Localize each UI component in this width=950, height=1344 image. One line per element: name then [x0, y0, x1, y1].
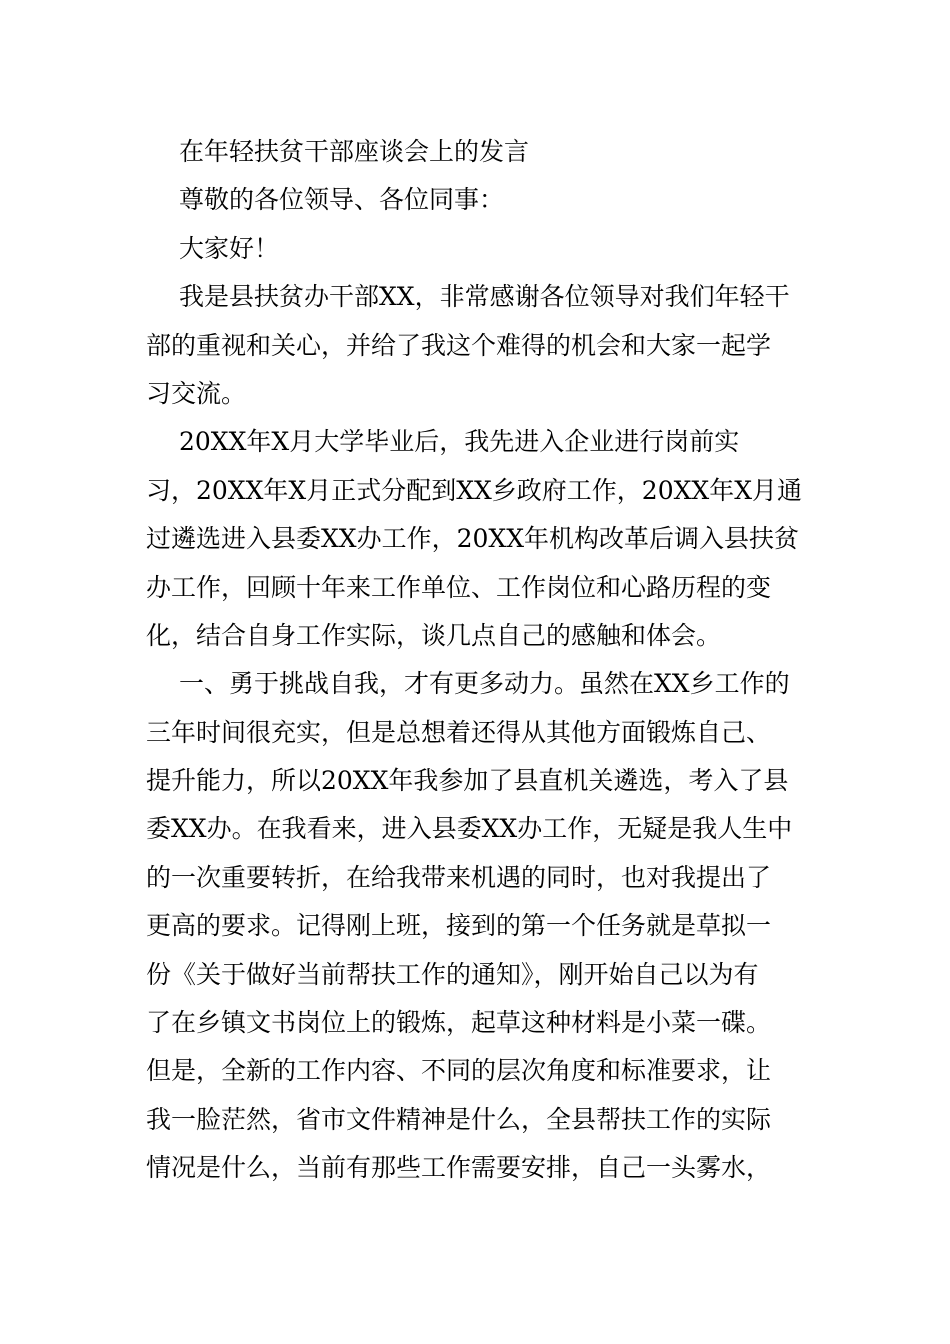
paragraph-line: 过遴选进入县委XX办工作，20XX年机构改革后调入县扶贫	[146, 524, 800, 554]
document-title: 在年轻扶贫干部座谈会上的发言	[179, 137, 530, 166]
paragraph-line: 办工作，回顾十年来工作单位、工作岗位和心路历程的变	[146, 572, 772, 602]
paragraph-line: 提升能力，所以20XX年我参加了县直机关遴选，考入了县	[146, 766, 789, 796]
paragraph-line: 三年时间很充实，但是总想着还得从其他方面锻炼自己、	[146, 717, 772, 747]
paragraph-line: 但是，全新的工作内容、不同的层次角度和标准要求，让	[146, 1056, 772, 1086]
paragraph-line: 情况是什么，当前有那些工作需要安排，自己一头雾水，	[146, 1153, 772, 1183]
document-body	[146, 128, 810, 1193]
paragraph-line: 习，20XX年X月正式分配到XX乡政府工作，20XX年X月通	[146, 475, 803, 505]
paragraph-line: 的一次重要转折，在给我带来机遇的同时，也对我提出了	[146, 862, 772, 892]
paragraph-section-one	[146, 660, 810, 1192]
paragraph-line: 我一脸茫然，省市文件精神是什么，全县帮扶工作的实际	[146, 1104, 772, 1134]
paragraph-introduction	[146, 273, 810, 418]
paragraph-line: 20XX年X月大学毕业后，我先进入企业进行岗前实	[179, 427, 740, 457]
paragraph-background	[146, 418, 810, 660]
paragraph-line: 了在乡镇文书岗位上的锻炼，起草这种材料是小菜一碟。	[146, 1008, 772, 1038]
paragraph-line: 部的重视和关心，并给了我这个难得的机会和大家一起学	[146, 330, 772, 360]
paragraph-line: 份《关于做好当前帮扶工作的通知》，刚开始自己以为有	[146, 959, 759, 989]
paragraph-line: 习交流。	[146, 378, 247, 408]
paragraph-line: 委XX办。在我看来，进入县委XX办工作，无疑是我人生中	[146, 814, 793, 844]
paragraph-line: 一、勇于挑战自我，才有更多动力。虽然在XX乡工作的	[179, 669, 790, 699]
salutation: 尊敬的各位领导、各位同事：	[179, 185, 505, 215]
paragraph-line: 我是县扶贫办干部XX，非常感谢各位领导对我们年轻干	[179, 282, 790, 312]
paragraph-line: 化，结合自身工作实际，谈几点自己的感触和体会。	[146, 620, 722, 650]
paragraph-line: 更高的要求。记得刚上班，接到的第一个任务就是草拟一	[146, 911, 772, 941]
greeting: 大家好！	[179, 233, 280, 263]
